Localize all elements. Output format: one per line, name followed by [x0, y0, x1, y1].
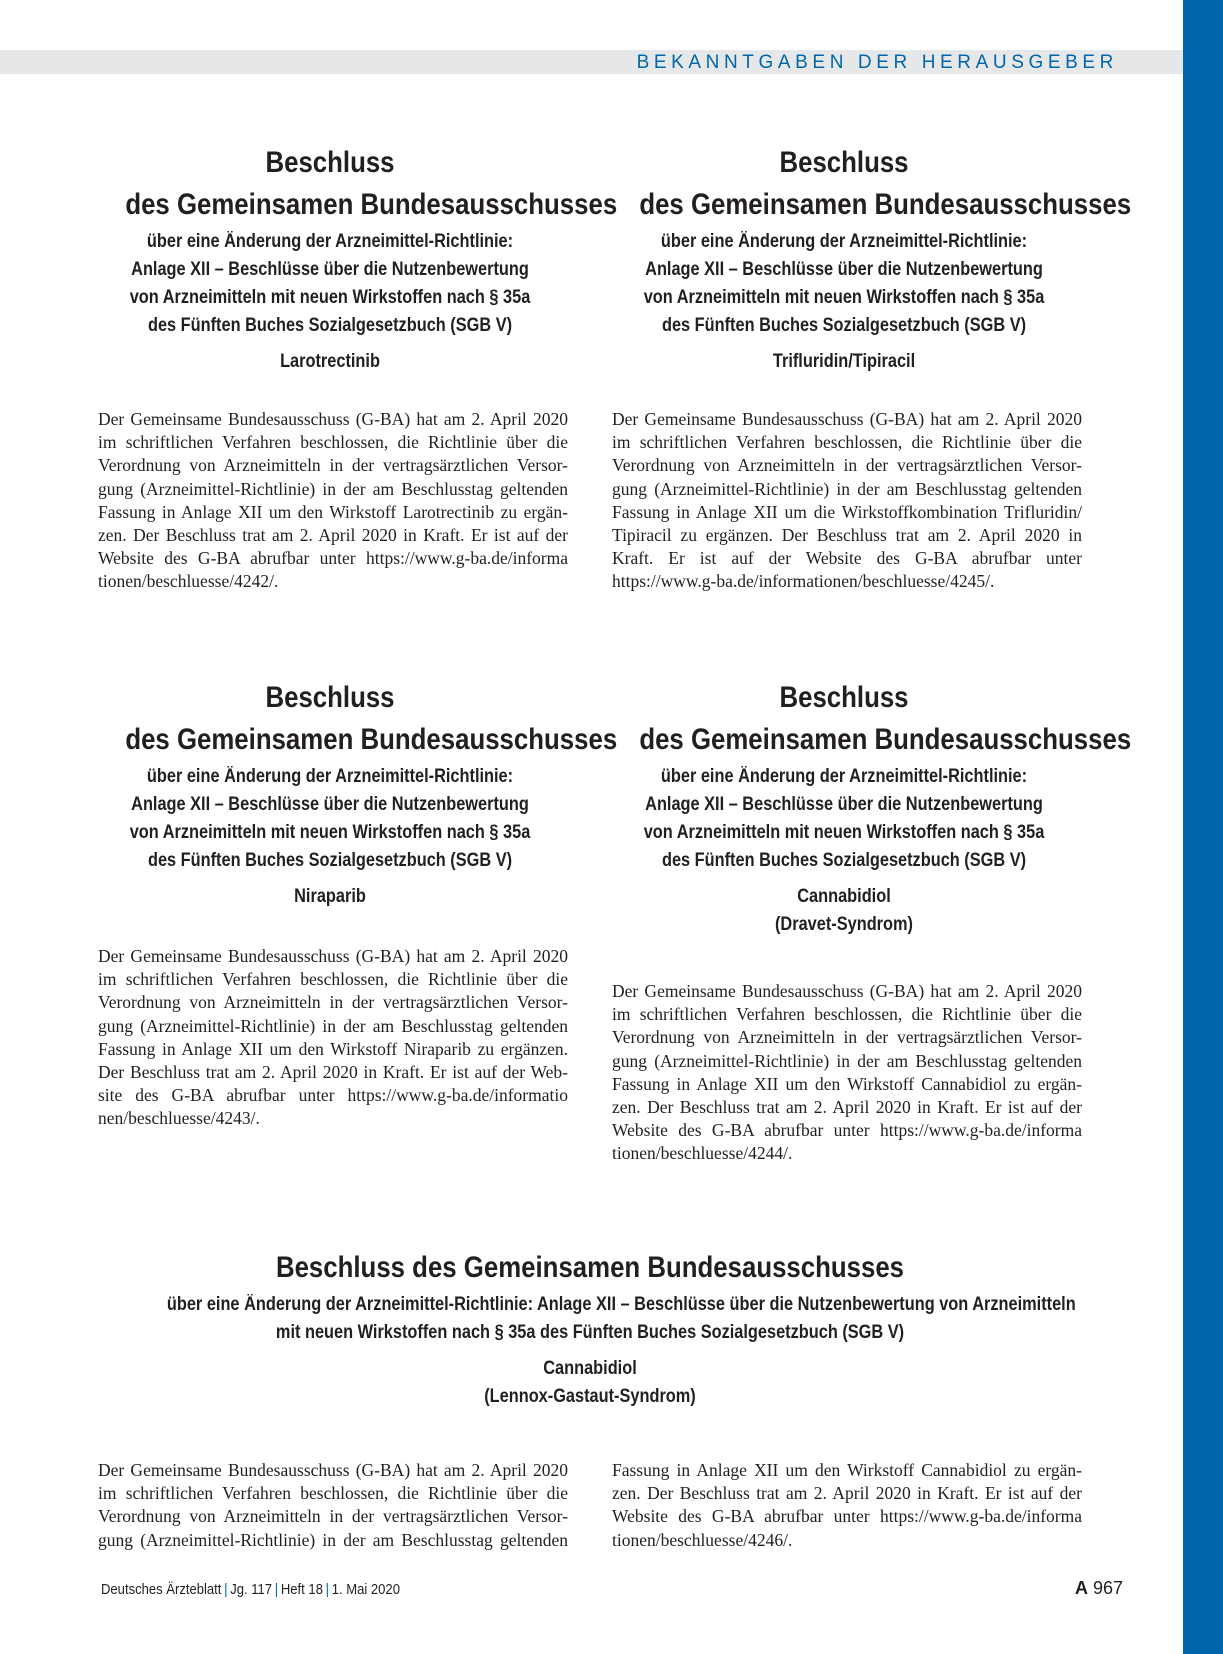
subtitle-line: Anlage XII – Beschlüsse über die Nutzenbewertung — [131, 794, 529, 815]
notice-heading — [92, 677, 618, 911]
subtitle-line: Anlage XII – Beschlüsse über die Nutzenbewertung — [131, 259, 529, 280]
notice-heading — [606, 142, 1132, 376]
notice-title-line1: Beschluss — [779, 146, 909, 179]
body-line: Website des G-BA abrufbar unter https://www.g-ba.de/informa — [612, 1120, 1082, 1141]
body-line: Verordnung von Arzneimitteln in der vertragsärztlichen Versor- — [98, 455, 568, 476]
footer-separator: | — [224, 1582, 228, 1598]
notice-title-line2: des Gemeinsamen Bundesausschusses — [125, 188, 618, 221]
body-line: gung (Arzneimittel-Richtlinie) in der am Beschlusstag geltenden — [98, 478, 568, 499]
body-line: Verordnung von Arzneimitteln in der vertragsärztlichen Versor- — [612, 455, 1082, 476]
body-line: im schriftlichen Verfahren beschlossen, die Richtlinie über die — [612, 432, 1082, 453]
notice-subtitle — [166, 1291, 1076, 1347]
notice-drug: Niraparib — [294, 886, 366, 907]
section-label: BEKANNTGABEN DER HERAUSGEBER — [636, 52, 1118, 73]
body-line: site des G-BA abrufbar unter https://www.g-ba.de/informatio — [98, 1085, 568, 1106]
header-band — [0, 50, 1183, 74]
body-line: Der Gemeinsame Bundesausschuss (G-BA) hat am 2. April 2020 — [612, 409, 1082, 429]
subtitle-line: über eine Änderung der Arzneimittel-Richtlinie: — [660, 231, 1028, 252]
body-line: Kraft. Er ist auf der Website des G-BA abrufbar unter — [612, 548, 1082, 569]
body-line: Verordnung von Arzneimitteln in der vertragsärztlichen Versor- — [612, 1027, 1082, 1048]
notice-title-line2: des Gemeinsamen Bundesausschusses — [125, 723, 618, 756]
notice-subtitle — [125, 763, 534, 875]
body-line: tionen/beschluesse/4246/. — [612, 1529, 793, 1550]
subtitle-line: von Arzneimitteln mit neuen Wirkstoffen nach § 35a — [643, 287, 1045, 308]
notice-body-niraparib — [98, 945, 568, 1131]
subtitle-line: Anlage XII – Beschlüsse über die Nutzenbewertung — [645, 794, 1043, 815]
notice-body-trifluridin-tipiracil — [612, 408, 1082, 594]
notice-cannabidiol-dravet — [606, 677, 1132, 939]
drug-line: Cannabidiol — [543, 1358, 637, 1379]
body-line: gung (Arzneimittel-Richtlinie) in der am Beschlusstag geltenden — [612, 1050, 1082, 1071]
footer-separator: | — [274, 1582, 279, 1598]
notice-title-line1: Beschluss — [265, 146, 395, 179]
body-line: Der Gemeinsame Bundesausschuss (G-BA) hat am 2. April 2020 — [98, 1460, 568, 1480]
body-line: zen. Der Beschluss trat am 2. April 2020 in Kraft. Er ist auf der — [612, 1483, 1082, 1504]
body-line: Der Gemeinsame Bundesausschuss (G-BA) hat am 2. April 2020 — [612, 981, 1082, 1001]
journal-issue: Heft 18 — [280, 1582, 323, 1598]
notice-title-line1: Beschluss — [265, 681, 395, 714]
drug-line: (Lennox-Gastaut-Syndrom) — [484, 1386, 696, 1407]
notice-body-right — [612, 1459, 1082, 1552]
body-line: tionen/beschluesse/4244/. — [612, 1143, 793, 1164]
notice-body-cannabidiol-dravet — [612, 980, 1082, 1166]
body-line: Fassung in Anlage XII um den Wirkstoff Larotrectinib zu ergän- — [98, 501, 568, 522]
journal-volume: Jg. 117 — [230, 1582, 273, 1598]
body-line: Verordnung von Arzneimitteln in der vertragsärztlichen Versor- — [98, 1506, 568, 1527]
body-line: nen/beschluesse/4243/. — [98, 1108, 260, 1129]
page-prefix: A — [1074, 1578, 1088, 1598]
page-number-value: 967 — [1092, 1578, 1123, 1598]
subtitle-line: des Fünften Buches Sozialgesetzbuch (SGB V) — [147, 315, 513, 336]
subtitle-line: von Arzneimitteln mit neuen Wirkstoffen nach § 35a — [129, 287, 531, 308]
notice-title-line2: des Gemeinsamen Bundesausschusses — [639, 188, 1132, 221]
side-accent-bar — [1183, 0, 1223, 1654]
notice-subtitle — [125, 228, 534, 340]
body-line: tionen/beschluesse/4242/. — [98, 571, 279, 592]
body-line: Fassung in Anlage XII um den Wirkstoff Niraparib zu ergänzen. — [98, 1038, 568, 1059]
notice-title-line2: des Gemeinsamen Bundesausschusses — [639, 723, 1132, 756]
notice-larotrectinib — [92, 142, 618, 376]
body-line: im schriftlichen Verfahren beschlossen, die Richtlinie über die — [98, 969, 568, 990]
notice-drug — [167, 1355, 1013, 1411]
body-line: zen. Der Beschluss trat am 2. April 2020 in Kraft. Er ist auf der — [98, 525, 568, 546]
body-line: im schriftlichen Verfahren beschlossen, die Richtlinie über die — [98, 432, 568, 453]
body-line: Der Gemeinsame Bundesausschuss (G-BA) hat am 2. April 2020 — [98, 409, 568, 429]
subtitle-line: des Fünften Buches Sozialgesetzbuch (SGB V) — [661, 850, 1027, 871]
journal-name: Deutsches Ärzteblatt — [101, 1582, 222, 1598]
body-line: https://www.g-ba.de/informationen/beschluesse/4245/. — [612, 571, 995, 592]
notice-title-line1: Beschluss — [779, 681, 909, 714]
body-line: Website des G-BA abrufbar unter https://www.g-ba.de/informa — [612, 1506, 1082, 1527]
subtitle-line: Anlage XII – Beschlüsse über die Nutzenbewertung — [645, 259, 1043, 280]
notice-title: Beschluss des Gemeinsamen Bundesausschusses — [275, 1251, 905, 1284]
drug-line: Cannabidiol — [797, 886, 891, 907]
subtitle-line: des Fünften Buches Sozialgesetzbuch (SGB V) — [661, 315, 1027, 336]
subtitle-line: über eine Änderung der Arzneimittel-Richtlinie: — [146, 231, 514, 252]
notice-drug — [639, 883, 1048, 939]
body-line: Der Beschluss trat am 2. April 2020 in Kraft. Er ist auf der Web- — [98, 1062, 568, 1083]
notice-heading — [92, 142, 618, 376]
body-line: gung (Arzneimittel-Richtlinie) in der am Beschlusstag geltenden — [98, 1529, 568, 1550]
subtitle-line: mit neuen Wirkstoffen nach § 35a des Fünften Buches Sozialgesetzbuch (SGB V) — [275, 1322, 905, 1343]
subtitle-line: über eine Änderung der Arzneimittel-Richtlinie: Anlage XII – Beschlüsse über die Nutzenbewertung von Arzneimitteln — [166, 1294, 1076, 1315]
body-line: Tipiracil zu ergänzen. Der Beschluss trat am 2. April 2020 in — [612, 525, 1082, 546]
drug-line: (Dravet-Syndrom) — [774, 914, 914, 935]
notice-cannabidiol-lennox-gastaut — [98, 1247, 1082, 1411]
body-line: zen. Der Beschluss trat am 2. April 2020 in Kraft. Er ist auf der — [612, 1097, 1082, 1118]
body-line: Verordnung von Arzneimitteln in der vertragsärztlichen Versor- — [98, 992, 568, 1013]
subtitle-line: von Arzneimitteln mit neuen Wirkstoffen nach § 35a — [643, 822, 1045, 843]
body-line: Fassung in Anlage XII um den Wirkstoff Cannabidiol zu ergän- — [612, 1073, 1082, 1094]
notice-body-larotrectinib — [98, 408, 568, 594]
body-line: gung (Arzneimittel-Richtlinie) in der am Beschlusstag geltenden — [98, 1015, 568, 1036]
body-line: Der Gemeinsame Bundesausschuss (G-BA) hat am 2. April 2020 — [98, 946, 568, 966]
body-line: Website des G-BA abrufbar unter https://www.g-ba.de/informa — [98, 548, 568, 569]
notice-niraparib — [92, 677, 618, 911]
notice-heading — [98, 1247, 1082, 1411]
subtitle-line: des Fünften Buches Sozialgesetzbuch (SGB V) — [147, 850, 513, 871]
body-line: Fassung in Anlage XII um die Wirkstoffkombination Trifluridin/ — [612, 501, 1082, 522]
subtitle-line: über eine Änderung der Arzneimittel-Richtlinie: — [660, 766, 1028, 787]
body-line: im schriftlichen Verfahren beschlossen, die Richtlinie über die — [612, 1004, 1082, 1025]
notice-heading — [606, 677, 1132, 939]
notice-drug: Trifluridin/Tipiracil — [772, 351, 916, 372]
body-line: gung (Arzneimittel-Richtlinie) in der am Beschlusstag geltenden — [612, 478, 1082, 499]
notice-subtitle — [639, 228, 1048, 340]
subtitle-line: über eine Änderung der Arzneimittel-Richtlinie: — [146, 766, 514, 787]
notice-trifluridin-tipiracil — [606, 142, 1132, 376]
body-line: Fassung in Anlage XII um den Wirkstoff Cannabidiol zu ergän- — [612, 1460, 1082, 1480]
body-line: im schriftlichen Verfahren beschlossen, die Richtlinie über die — [98, 1483, 568, 1504]
footer-separator: | — [325, 1582, 330, 1598]
subtitle-line: von Arzneimitteln mit neuen Wirkstoffen nach § 35a — [129, 822, 531, 843]
journal-footer — [101, 1582, 400, 1598]
journal-date: 1. Mai 2020 — [331, 1582, 400, 1598]
notice-subtitle — [639, 763, 1048, 875]
notice-body-left — [98, 1459, 568, 1552]
notice-drug: Larotrectinib — [280, 351, 380, 372]
page-number — [1075, 1578, 1123, 1599]
